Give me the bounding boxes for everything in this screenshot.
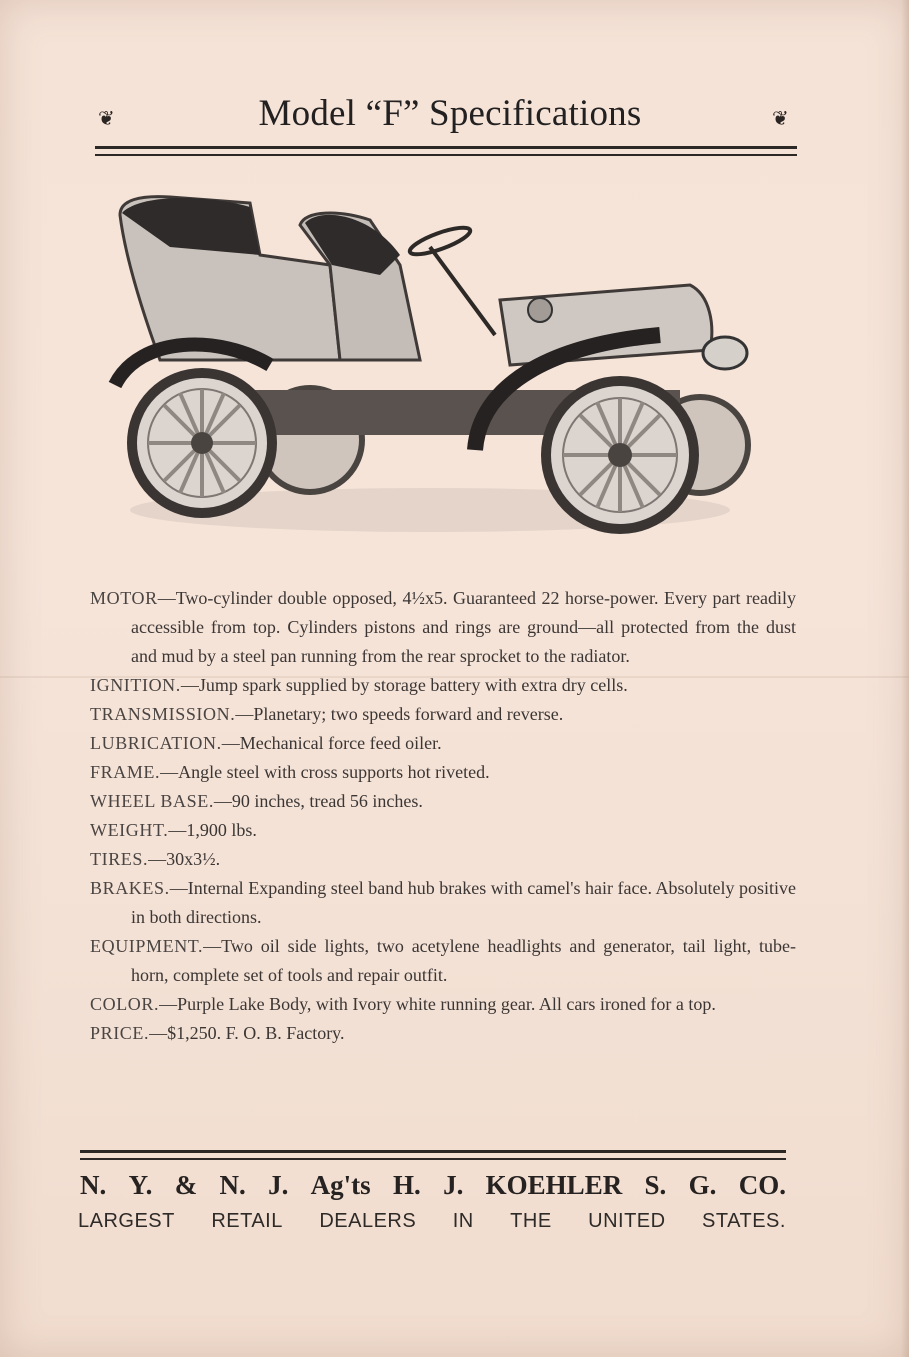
rear-wheel [132, 373, 272, 513]
spec-separator: — [213, 791, 232, 811]
spec-item [84, 700, 796, 729]
spec-text: Two oil side lights, two acetylene headlights and generator, tail light, tube-horn, complete set of tools and repair outfit. [131, 936, 796, 985]
spec-separator: — [180, 675, 199, 695]
dealer-word: N. [219, 1170, 246, 1200]
dealer-line [80, 1170, 786, 1201]
spec-separator: — [221, 733, 240, 753]
spec-item [84, 671, 796, 700]
spec-text: 30x3½. [166, 849, 221, 869]
hood [500, 285, 712, 365]
spec-item [84, 758, 796, 787]
spec-text: $1,250. F. O. B. Factory. [167, 1023, 345, 1043]
spec-key: WHEEL BASE. [90, 791, 214, 811]
spec-key: FRAME. [90, 762, 161, 782]
tagline-word: STATES. [702, 1210, 786, 1232]
tagline-word: UNITED [588, 1210, 666, 1232]
spec-text: Purple Lake Body, with Ivory white running gear. All cars ironed for a top. [177, 994, 716, 1014]
specifications-list [84, 584, 796, 1048]
dealer-word: S. [644, 1170, 667, 1200]
tagline-word: IN [452, 1210, 474, 1232]
page-edge [901, 0, 909, 1357]
spec-item [84, 1019, 796, 1048]
spec-item [84, 816, 796, 845]
spec-key: MOTOR [90, 588, 158, 608]
spec-item [84, 787, 796, 816]
spec-separator: — [203, 936, 222, 956]
fleuron-icon: ❦ [772, 106, 789, 130]
spec-item [84, 845, 796, 874]
dealer-word: J. [443, 1170, 464, 1200]
spec-separator: — [148, 849, 167, 869]
touring-car-illustration [100, 185, 770, 545]
dealer-word: J. [268, 1170, 289, 1200]
spec-item [84, 932, 796, 990]
dealer-word: N. [80, 1170, 107, 1200]
dealer-word: & [174, 1170, 198, 1200]
spec-separator: — [235, 704, 254, 724]
spec-key: LUBRICATION. [90, 733, 222, 753]
spec-separator: — [169, 878, 188, 898]
spec-key: TIRES. [90, 849, 149, 869]
spec-text: Mechanical force feed oiler. [239, 733, 442, 753]
spec-key: IGNITION. [90, 675, 181, 695]
spec-text: Angle steel with cross supports hot riveted. [178, 762, 490, 782]
side-lamp [528, 298, 552, 322]
page-title: Model “F” Specifications [258, 93, 642, 134]
spec-key: EQUIPMENT. [90, 936, 204, 956]
dealer-word: CO. [738, 1170, 786, 1200]
spec-text: Planetary; two speeds forward and reverse. [253, 704, 564, 724]
dealer-tagline [78, 1210, 786, 1233]
spec-key: PRICE. [90, 1023, 150, 1043]
dealer-word: H. [393, 1170, 421, 1200]
dealer-word: Ag'ts [310, 1170, 371, 1200]
spec-item [84, 874, 796, 932]
spec-separator: — [157, 588, 176, 608]
spec-key: WEIGHT. [90, 820, 169, 840]
dealer-word: G. [688, 1170, 717, 1200]
tagline-word: THE [510, 1210, 552, 1232]
spec-text: 90 inches, tread 56 inches. [231, 791, 423, 811]
tagline-word: DEALERS [319, 1210, 417, 1232]
front-wheel [546, 381, 694, 529]
spec-separator: — [160, 762, 179, 782]
spec-item [84, 990, 796, 1019]
spec-text: 1,900 lbs. [186, 820, 257, 840]
tagline-word: LARGEST [78, 1210, 175, 1232]
spec-separator: — [149, 1023, 168, 1043]
spec-separator: — [159, 994, 178, 1014]
headlamp [703, 337, 747, 369]
dealer-word: Y. [128, 1170, 153, 1200]
footer-double-rule [80, 1150, 786, 1164]
spec-separator: — [168, 820, 187, 840]
fleuron-icon: ❦ [98, 106, 115, 130]
spec-text: Internal Expanding steel band hub brakes with camel's hair face. Absolutely positive in both directions. [131, 878, 796, 927]
spec-item [84, 729, 796, 758]
spec-item [84, 584, 796, 671]
header-double-rule [95, 146, 797, 160]
dealer-word: KOEHLER [485, 1170, 623, 1200]
spec-key: TRANSMISSION. [90, 704, 236, 724]
spec-key: COLOR. [90, 994, 160, 1014]
spec-key: BRAKES. [90, 878, 170, 898]
steering-wheel [407, 223, 473, 260]
tagline-word: RETAIL [211, 1210, 283, 1232]
spec-text: Jump spark supplied by storage battery with extra dry cells. [198, 675, 628, 695]
spec-text: Two-cylinder double opposed, 4½x5. Guaranteed 22 horse-power. Every part readily accessible from top. Cylinders pistons and rings are ground—all protected from the dust and mud by a steel pan running from the rear sprocket to the radiator. [131, 588, 796, 666]
